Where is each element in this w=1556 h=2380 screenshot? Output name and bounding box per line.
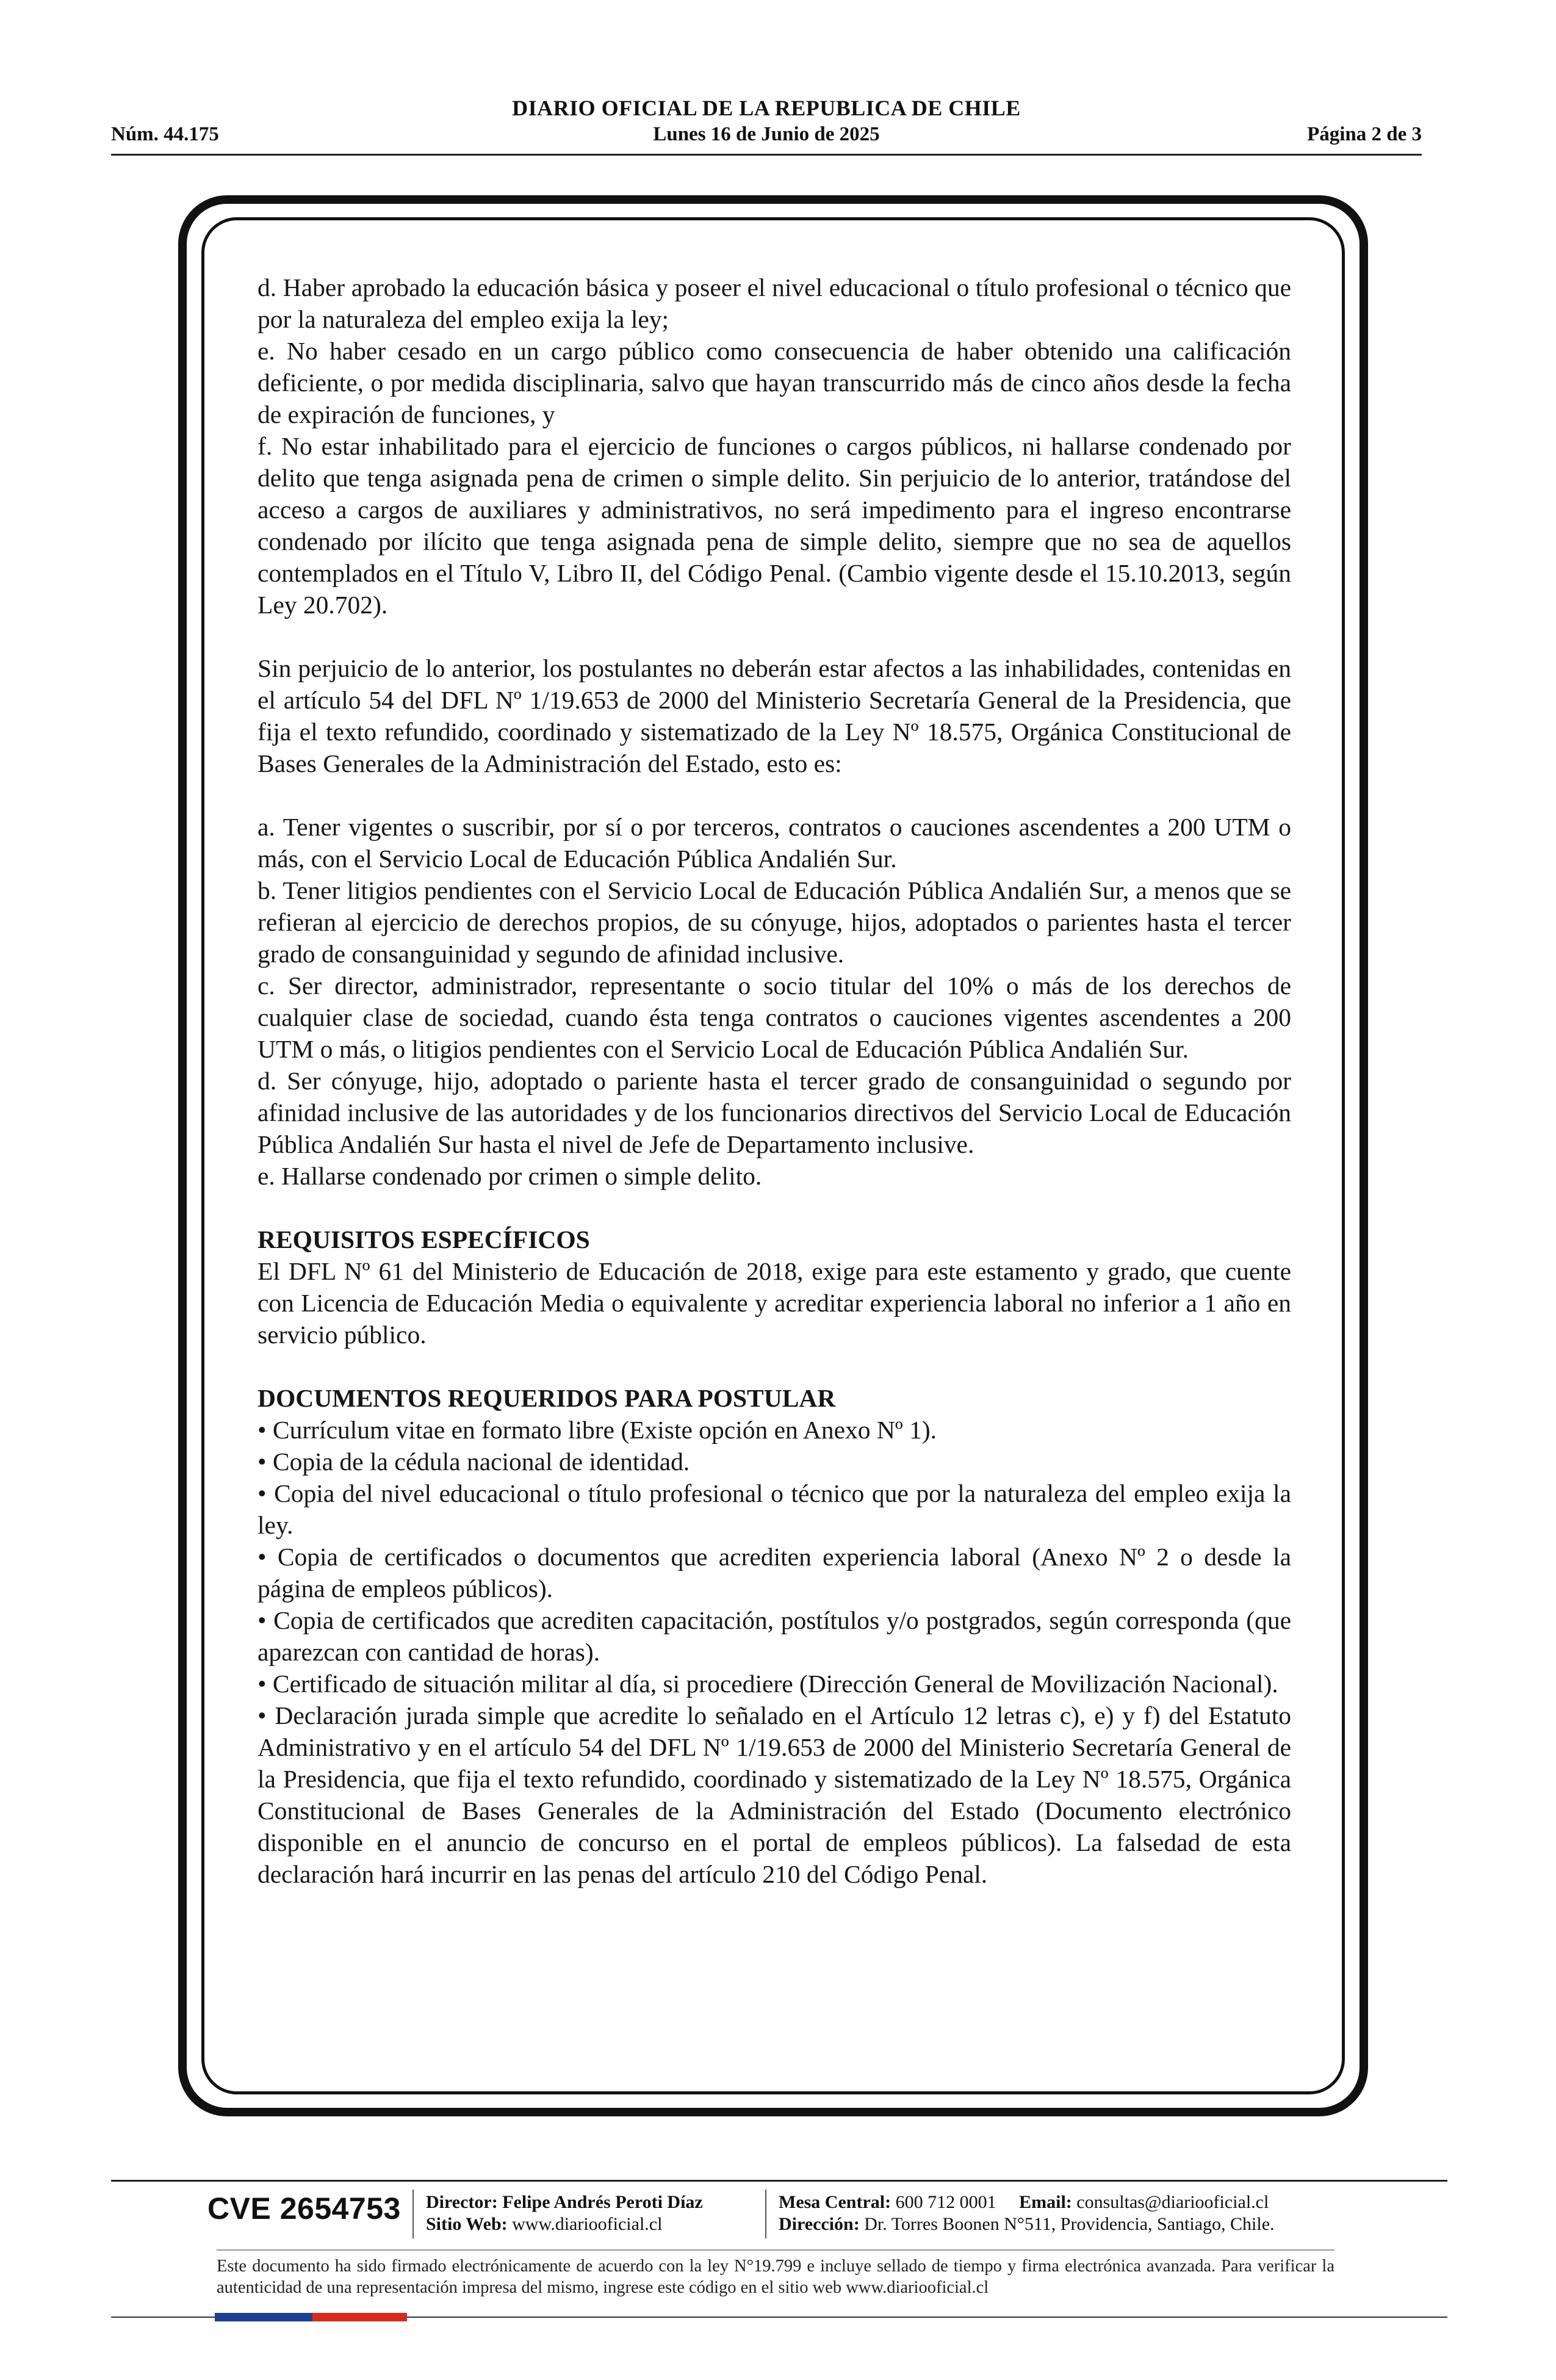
header-divider	[111, 154, 1422, 156]
email-label: Email:	[1019, 2192, 1072, 2212]
footer-separator	[412, 2190, 414, 2238]
heading-documentos-requeridos: DOCUMENTOS REQUERIDOS PARA POSTULAR	[258, 1384, 836, 1412]
mesa-value: 600 712 0001	[895, 2192, 996, 2212]
footer-contact	[779, 2192, 1269, 2213]
publication-title: DIARIO OFICIAL DE LA REPUBLICA DE CHILE	[512, 96, 1021, 120]
requirement-e: e. No haber cesado en un cargo público como consecuencia de haber obtenido una calificación deficiente, o por medida disciplinaria, salvo que hayan transcurrido más de cinco años desde la fecha de expiración de funciones, y	[258, 337, 1291, 428]
footer-website	[426, 2214, 662, 2235]
address-label: Dirección:	[779, 2214, 860, 2234]
document-item: • Copia de certificados que acrediten capacitación, postítulos y/o postgrados, según corresponda (que aparezcan con cantidad de horas).	[258, 1606, 1291, 1666]
inhabilidad-b: b. Tener litigios pendientes con el Servicio Local de Educación Pública Andalién Sur, a menos que se refieran al ejercicio de derechos propios, de su cónyuge, hijos, adoptados o parientes hasta el tercer grado de consanguinidad y segundo de afinidad inclusive.	[258, 876, 1291, 968]
requirement-d: d. Haber aprobado la educación básica y poseer el nivel educacional o título profesional o técnico que por la naturaleza del empleo exija la ley;	[258, 273, 1291, 333]
document-item: • Copia de certificados o documentos que acrediten experiencia laboral (Anexo Nº 2 o desde la página de empleos públicos).	[258, 1543, 1291, 1603]
cve-code: CVE 2654753	[207, 2191, 401, 2226]
mesa-label: Mesa Central:	[779, 2192, 891, 2212]
flag-stripe-blue	[215, 2313, 312, 2321]
address-value: Dr. Torres Boonen N°511, Providencia, Santiago, Chile.	[864, 2214, 1275, 2234]
page-header	[111, 92, 1422, 159]
page-indicator: Página 2 de 3	[1307, 123, 1422, 145]
document-item: • Certificado de situación militar al día, si procediere (Dirección General de Movilización Nacional).	[258, 1670, 1278, 1698]
website-label: Sitio Web:	[426, 2214, 508, 2234]
inhabilidad-a: a. Tener vigentes o suscribir, por sí o por terceros, contratos o cauciones ascendentes a 200 UTM o más, con el Servicio Local de Educación Pública Andalién Sur.	[258, 813, 1291, 873]
document-item: • Copia del nivel educacional o título profesional o técnico que por la naturaleza del empleo exija la ley.	[258, 1479, 1291, 1539]
email-link[interactable]: consultas@diariooficial.cl	[1076, 2192, 1269, 2212]
document-item: • Declaración jurada simple que acredite lo señalado en el Artículo 12 letras c), e) y f) del Estatuto Administrativo y en el artículo 54 del DFL Nº 1/19.653 de 2000 del Ministerio Secretaría General de la Presidencia, que fija el texto refundido, coordinado y sistematizado de la Ley Nº 18.575, Orgánica Constitucional de Bases Generales de la Administración del Estado (Documento electrónico disponible en el anuncio de concurso en el portal de empleos públicos). La falsedad de esta declaración hará incurrir en las penas del artículo 210 del Código Penal.	[258, 1701, 1291, 1888]
document-item: • Currículum vitae en formato libre (Existe opción en Anexo Nº 1).	[258, 1416, 937, 1444]
footer-separator	[765, 2190, 766, 2238]
flag-stripe-red	[312, 2313, 407, 2321]
footer-divider-top	[111, 2180, 1447, 2182]
document-item: • Copia de la cédula nacional de identidad.	[258, 1448, 690, 1476]
footer-divider-mid	[217, 2249, 1334, 2251]
notice-body	[258, 272, 1291, 1890]
inhabilidades-intro: Sin perjuicio de lo anterior, los postulantes no deberán estar afectos a las inhabilidades, contenidas en el artículo 54 del DFL Nº 1/19.653 de 2000 del Ministerio Secretaría General de la Presidencia, que fija el texto refundido, coordinado y sistematizado de la Ley Nº 18.575, Orgánica Constitucional de Bases Generales de la Administración del Estado, esto es:	[258, 654, 1291, 777]
legal-notice: Este documento ha sido firmado electrónicamente de acuerdo con la ley N°19.799 e incluye sellado de tiempo y firma electrónica avanzada. Para verificar la autenticidad de una representación impresa del mismo, ingrese este código en el sitio web www.diariooficial.cl	[217, 2257, 1334, 2297]
requisitos-especificos-text: El DFL Nº 61 del Ministerio de Educación de 2018, exige para este estamento y grado, que cuente con Licencia de Educación Media o equivalente y acreditar experiencia laboral no inferior a 1 año en servicio público.	[258, 1257, 1291, 1349]
heading-requisitos-especificos: REQUISITOS ESPECÍFICOS	[258, 1225, 590, 1253]
inhabilidad-d: d. Ser cónyuge, hijo, adoptado o pariente hasta el tercer grado de consanguinidad o segundo por afinidad inclusive de las autoridades y de los funcionarios directivos del Servicio Local de Educación Pública Andalién Sur hasta el nivel de Jefe de Departamento inclusive.	[258, 1067, 1291, 1158]
website-link[interactable]: www.diariooficial.cl	[512, 2214, 663, 2234]
inhabilidad-c: c. Ser director, administrador, representante o socio titular del 10% o más de los derechos de cualquier clase de sociedad, cuando ésta tenga contratos o cauciones vigentes ascendentes a 200 UTM o más, o litigios pendientes con el Servicio Local de Educación Pública Andalién Sur.	[258, 972, 1291, 1063]
requirement-f: f. No estar inhabilitado para el ejercicio de funciones o cargos públicos, ni hallarse condenado por delito que tenga asignada pena de crimen o simple delito. Sin perjuicio de lo anterior, tratándose del acceso a cargos de auxiliares y administrativos, no será impedimento para el ingreso encontrarse condenado por ilícito que tenga asignada pena de simple delito, siempre que no sea de aquellos contemplados en el Título V, Libro II, del Código Penal. (Cambio vigente desde el 15.10.2013, según Ley 20.702).	[258, 432, 1291, 619]
issue-number: Núm. 44.175	[111, 123, 219, 145]
inhabilidad-e: e. Hallarse condenado por crimen o simple delito.	[258, 1162, 762, 1190]
footer-address	[779, 2214, 1275, 2235]
footer-director: Director: Felipe Andrés Peroti Díaz	[426, 2192, 703, 2212]
issue-date: Lunes 16 de Junio de 2025	[653, 123, 880, 145]
